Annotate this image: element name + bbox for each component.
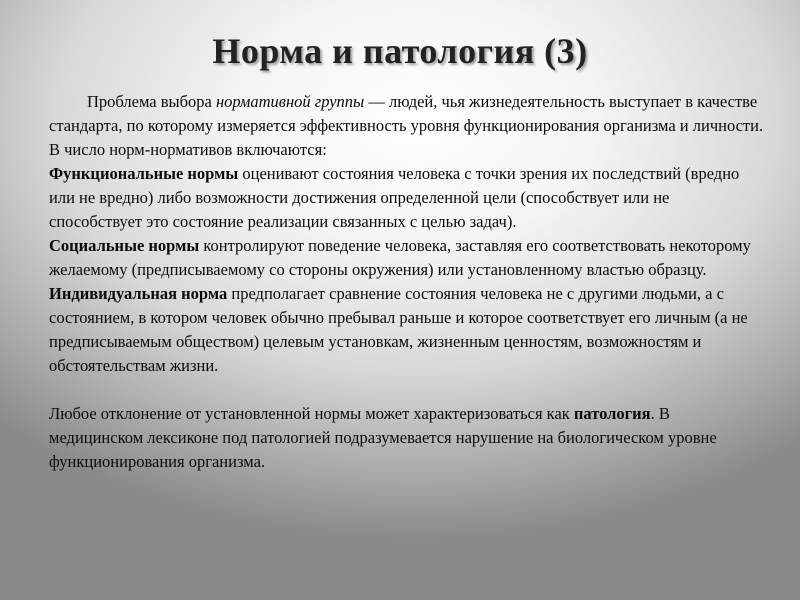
intro-text-before: Проблема выбора <box>87 92 216 111</box>
conclusion-text-after: . В медицинском лексиконе под патологией подразумевается нарушение на биологическом уровне функционирования организма. <box>49 404 717 471</box>
intro-text-after: — людей, чья жизнедеятельность выступает в качестве стандарта, по которому измеряется эффективность уровня функционирования организма и личности. <box>49 92 764 135</box>
individual-norm-paragraph <box>49 282 764 378</box>
functional-norms-text: оценивают состояния человека с точки зрения их последствий (вредно или не вредно) либо возможности достижения определенной цели (способствует или не способствует это состояние реализации связанных с целью задач). <box>49 164 740 231</box>
conclusion-text-before: Любое отклонение от установленной нормы может характеризоваться как <box>49 404 574 423</box>
social-norms-term: Социальные нормы <box>49 236 200 255</box>
social-norms-text: контролируют поведение человека, заставляя его соответствовать некоторому желаемому (предписываемому со стороны окружения) или установленному властью образцу. <box>49 236 751 279</box>
slide-title: Норма и патология (3) <box>212 31 588 71</box>
paragraph-spacer <box>49 378 764 402</box>
functional-norms-term: Функциональные нормы <box>49 164 239 183</box>
individual-norm-term: Индивидуальная норма <box>49 284 228 303</box>
functional-norms-paragraph <box>49 162 764 234</box>
conclusion-paragraph <box>49 402 764 474</box>
pathology-term: патология <box>573 404 651 423</box>
normative-group-term: нормативной группы <box>215 92 365 111</box>
intro-paragraph <box>49 90 764 138</box>
list-intro: В число норм-нормативов включаются: <box>49 140 327 159</box>
social-norms-paragraph <box>49 234 764 282</box>
individual-norm-text: предполагает сравнение состояния человека не с другими людьми, а с состоянием, в котором человек обычно пребывал раньше и которое соответствует его личным (а не предписываемым обществом) целевым установкам, жизненным ценностям, возможностям и обстоятельствам жизни. <box>49 284 748 375</box>
slide-body <box>49 90 764 474</box>
